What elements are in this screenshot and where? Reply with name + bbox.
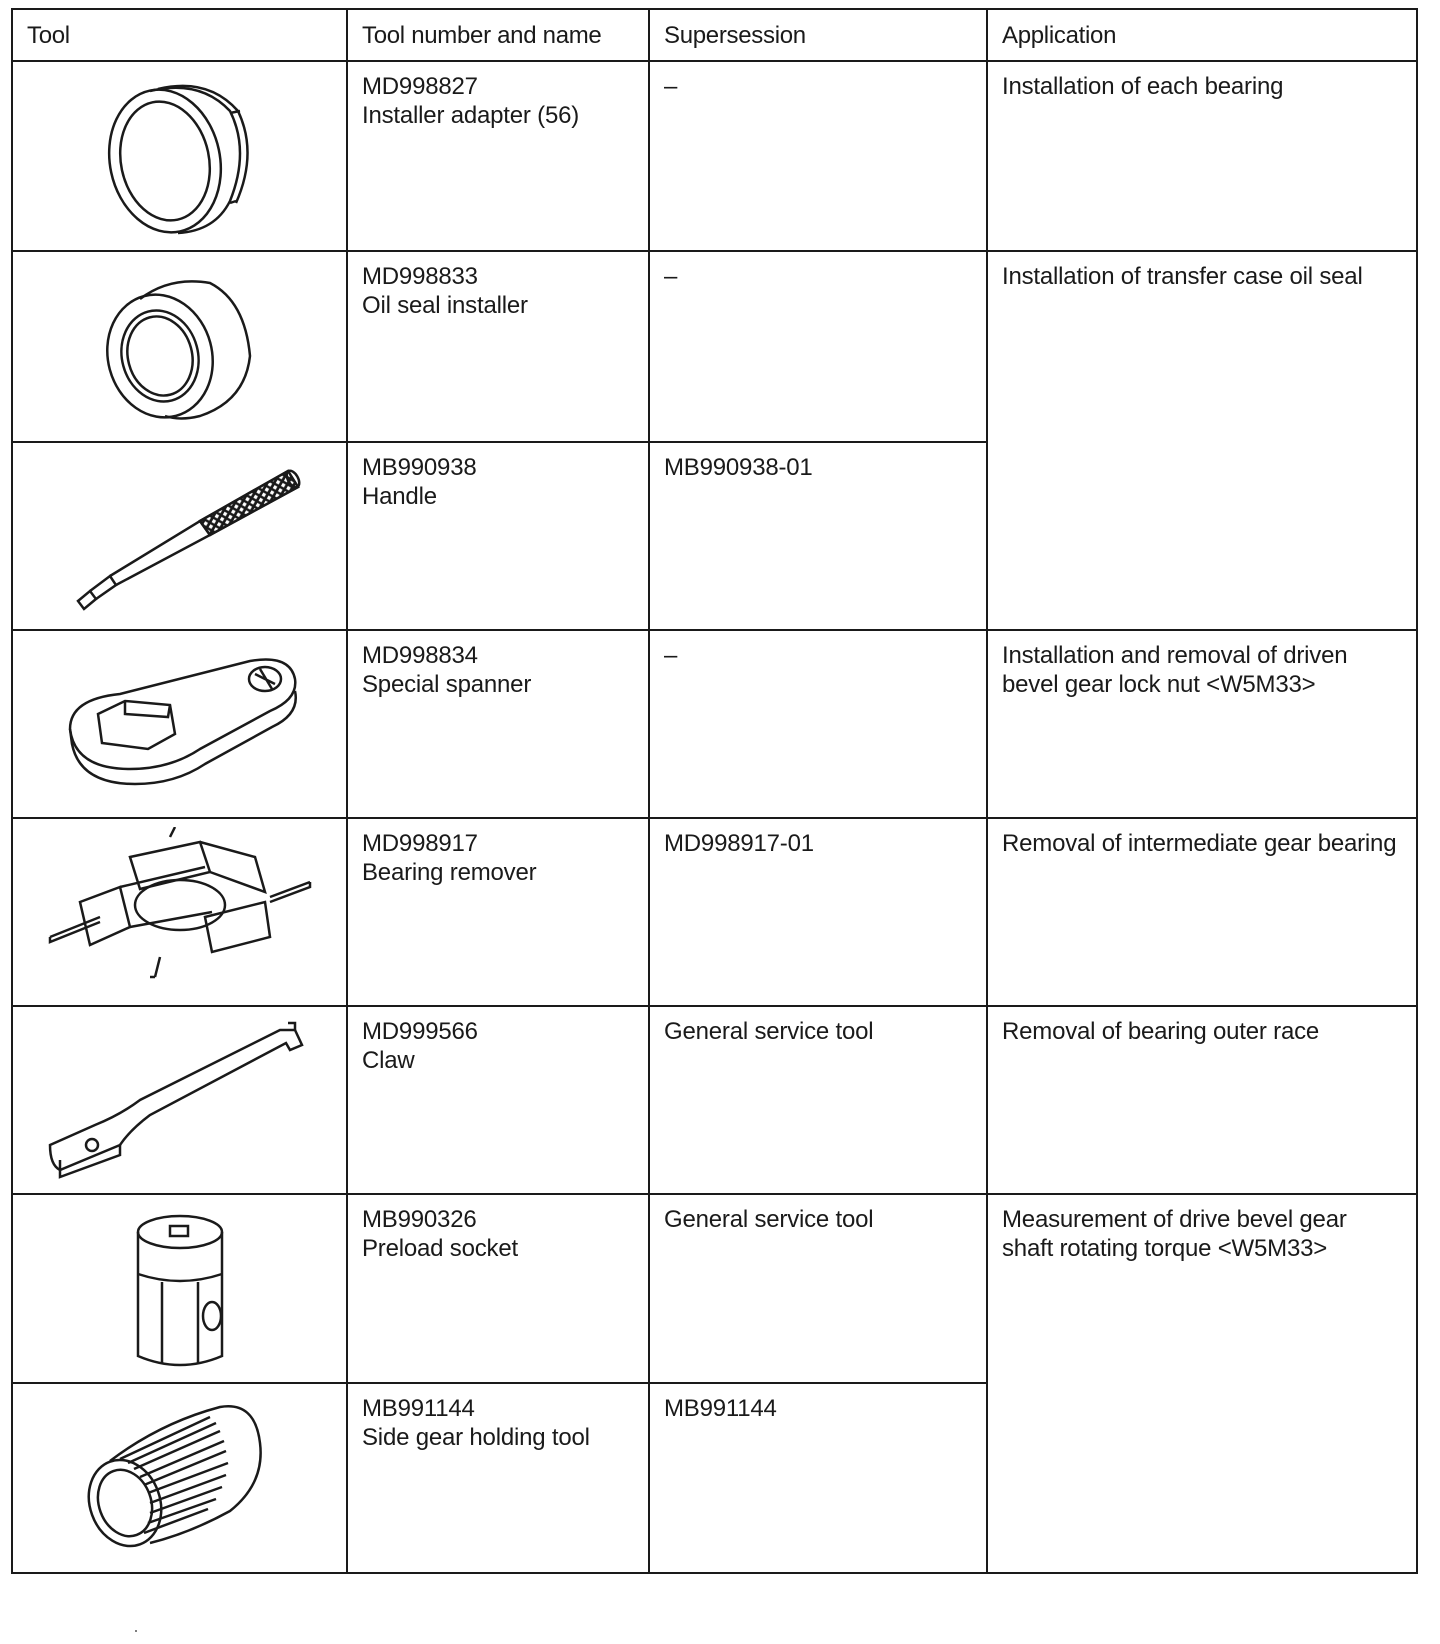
tool-number-name-cell: [347, 61, 649, 251]
tool-image-cell: [12, 1006, 347, 1194]
application-cell: Removal of intermediate gear bearing: [987, 818, 1417, 1006]
tool-image-cell: [12, 1383, 347, 1573]
tool-name: Preload socket: [362, 1235, 518, 1263]
tool-number: MD998917: [362, 829, 478, 857]
tool-name: Side gear holding tool: [362, 1423, 590, 1451]
table-row: [12, 630, 1417, 818]
supersession-cell: General service tool: [649, 1006, 987, 1194]
bearing-remover-icon: [40, 827, 320, 997]
supersession-cell: MB991144: [649, 1383, 987, 1573]
tool-name: Installer adapter (56): [362, 102, 580, 129]
tool-name: Special spanner: [362, 670, 532, 698]
tool-image-cell: [12, 61, 347, 251]
application-cell: Installation of transfer case oil seal: [987, 251, 1417, 629]
tool-name: Bearing remover: [362, 858, 537, 886]
side-gear-holding-tool-icon: [70, 1393, 290, 1563]
special-spanner-icon: [50, 639, 310, 809]
supersession-cell: –: [649, 630, 987, 818]
claw-icon: [40, 1015, 320, 1185]
tool-number-name-cell: [347, 1194, 649, 1382]
header-row: [12, 9, 1417, 61]
tool-image-cell: [12, 1194, 347, 1382]
tool-number: MD998833: [362, 263, 478, 291]
installer-adapter-icon: [80, 71, 280, 241]
header-supersession: Supersession: [649, 9, 987, 61]
tool-number-name-cell: [347, 251, 649, 441]
tool-number-name-cell: [347, 1006, 649, 1194]
tool-number-name-cell: [347, 630, 649, 818]
tool-number-name-cell: [347, 818, 649, 1006]
header-application: Application: [987, 9, 1417, 61]
tool-name: Oil seal installer: [362, 292, 528, 320]
header-tool: Tool: [12, 9, 347, 61]
oil-seal-installer-icon: [80, 261, 280, 431]
handle-icon: [50, 451, 310, 621]
table-row: [12, 1006, 1417, 1194]
tool-number: MB990326: [362, 1206, 477, 1234]
tool-image-cell: [12, 442, 347, 630]
tool-image-cell: [12, 818, 347, 1006]
supersession-cell: General service tool: [649, 1194, 987, 1382]
header-tool-number-name: Tool number and name: [347, 9, 649, 61]
preload-socket-icon: [100, 1204, 260, 1374]
supersession-cell: MD998917-01: [649, 818, 987, 1006]
tool-number: MD998827: [362, 73, 478, 100]
application-cell: Installation of each bearing: [987, 61, 1417, 251]
tool-image-cell: [12, 251, 347, 441]
supersession-cell: –: [649, 251, 987, 441]
application-cell: Measurement of drive bevel gear shaft rotating torque <W5M33>: [987, 1194, 1417, 1573]
supersession-cell: MB990938-01: [649, 442, 987, 630]
tool-number-name-cell: [347, 1383, 649, 1573]
tool-number: MD999566: [362, 1018, 478, 1046]
tool-number: MB990938: [362, 453, 477, 481]
tool-number-name-cell: [347, 442, 649, 630]
tool-number: MD998834: [362, 641, 478, 669]
application-cell: Removal of bearing outer race: [987, 1006, 1417, 1194]
tool-image-cell: [12, 630, 347, 818]
table-row: [12, 1194, 1417, 1382]
tool-name: Handle: [362, 482, 437, 510]
table-row: [12, 251, 1417, 441]
special-tools-table: [11, 8, 1418, 1574]
table-row: [12, 818, 1417, 1006]
table-row: [12, 61, 1417, 251]
application-cell: Installation and removal of driven bevel gear lock nut <W5M33>: [987, 630, 1417, 818]
supersession-cell: –: [649, 61, 987, 251]
tool-number: MB991144: [362, 1394, 475, 1422]
tool-name: Claw: [362, 1047, 415, 1075]
